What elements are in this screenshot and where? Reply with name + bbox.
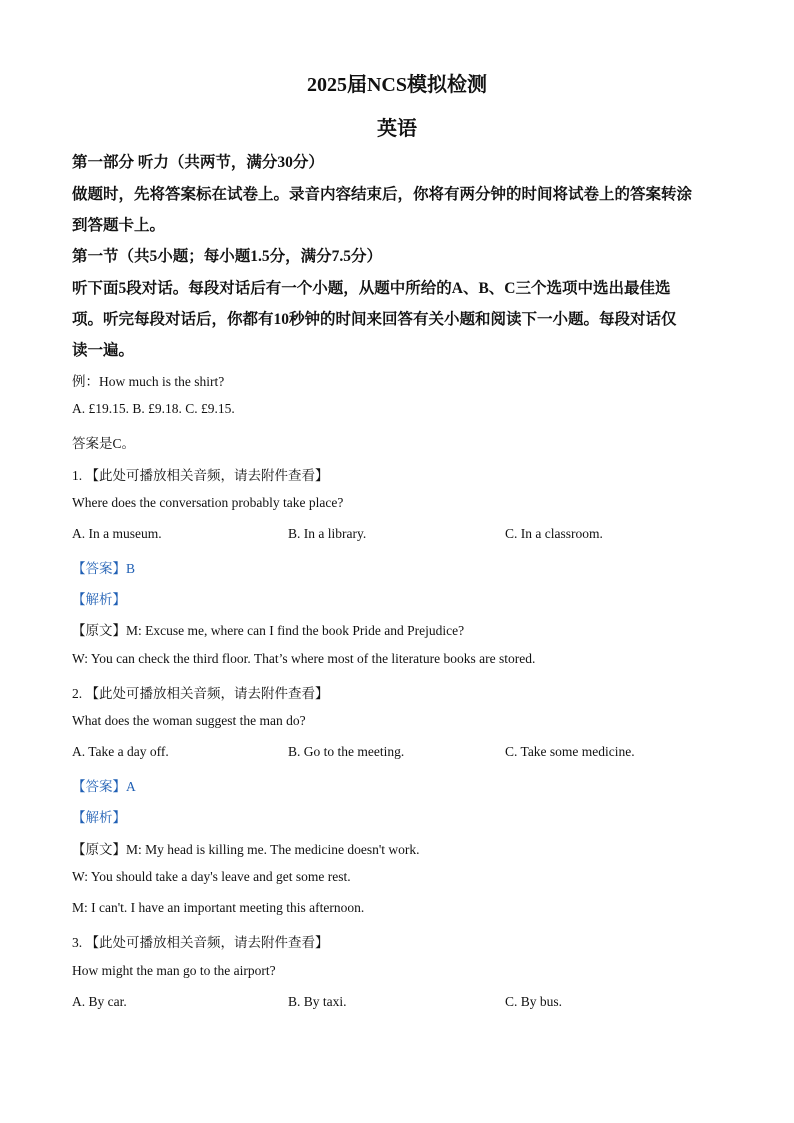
part1-heading: 第一部分 听力（共两节，满分30分） [72, 154, 324, 171]
analysis-label: 【解析】 [72, 810, 126, 825]
transcript-line: M: I can't. I have an important meeting this afternoon. [72, 900, 365, 915]
option-a: A. In a museum. [72, 526, 162, 541]
question-text: Where does the conversation probably take place? [72, 495, 344, 510]
option-a: A. Take a day off. [72, 744, 169, 759]
option-c: C. By bus. [505, 994, 563, 1009]
subject-title: 英语 [377, 118, 417, 140]
document-title: 2025届NCS模拟检测 [306, 74, 487, 96]
option-b: B. By taxi. [288, 994, 347, 1009]
question-text: How might the man go to the airport? [72, 963, 276, 978]
transcript-line: 【原文】M: Excuse me, where can I find the book Pride and Prejudice? [72, 623, 465, 638]
option-b: B. In a library. [288, 526, 367, 541]
section1-instruction: 读一遍。 [72, 342, 135, 359]
section1-instruction: 项。听完每段对话后，你都有10秒钟的时间来回答有关小题和阅读下一小题。每段对话仅 [72, 311, 677, 328]
question-text: What does the woman suggest the man do? [72, 713, 306, 728]
transcript-line: W: You should take a day's leave and get some rest. [72, 869, 351, 884]
option-b: B. Go to the meeting. [288, 744, 405, 759]
answer-label: 【答案】A [72, 779, 136, 794]
example-options: A. £19.15. B. £9.18. C. £9.15. [72, 401, 235, 416]
instruction-line: 到答题卡上。 [72, 217, 166, 234]
answer-label: 【答案】B [72, 561, 136, 576]
transcript-line: W: You can check the third floor. That’s where most of the literature books are stored. [72, 651, 536, 666]
option-a: A. By car. [72, 994, 127, 1009]
instruction-line: 做题时，先将答案标在试卷上。录音内容结束后，你将有两分钟的时间将试卷上的答案转涂 [72, 186, 693, 203]
section1-instruction: 听下面5段对话。每段对话后有一个小题，从题中所给的A、B、C三个选项中选出最佳选 [72, 280, 671, 297]
question-header: 3. 【此处可播放相关音频，请去附件查看】 [72, 935, 329, 950]
example-answer: 答案是C。 [72, 436, 136, 451]
analysis-label: 【解析】 [72, 592, 126, 607]
transcript-line: 【原文】M: My head is killing me. The medicine doesn't work. [72, 842, 420, 857]
section1-heading: 第一节（共5小题；每小题1.5分，满分7.5分） [72, 248, 383, 265]
option-c: C. In a classroom. [505, 526, 603, 541]
example-question: 例：How much is the shirt? [72, 374, 225, 389]
question-header: 1. 【此处可播放相关音频，请去附件查看】 [72, 468, 329, 483]
question-header: 2. 【此处可播放相关音频，请去附件查看】 [72, 686, 329, 701]
option-c: C. Take some medicine. [505, 744, 635, 759]
